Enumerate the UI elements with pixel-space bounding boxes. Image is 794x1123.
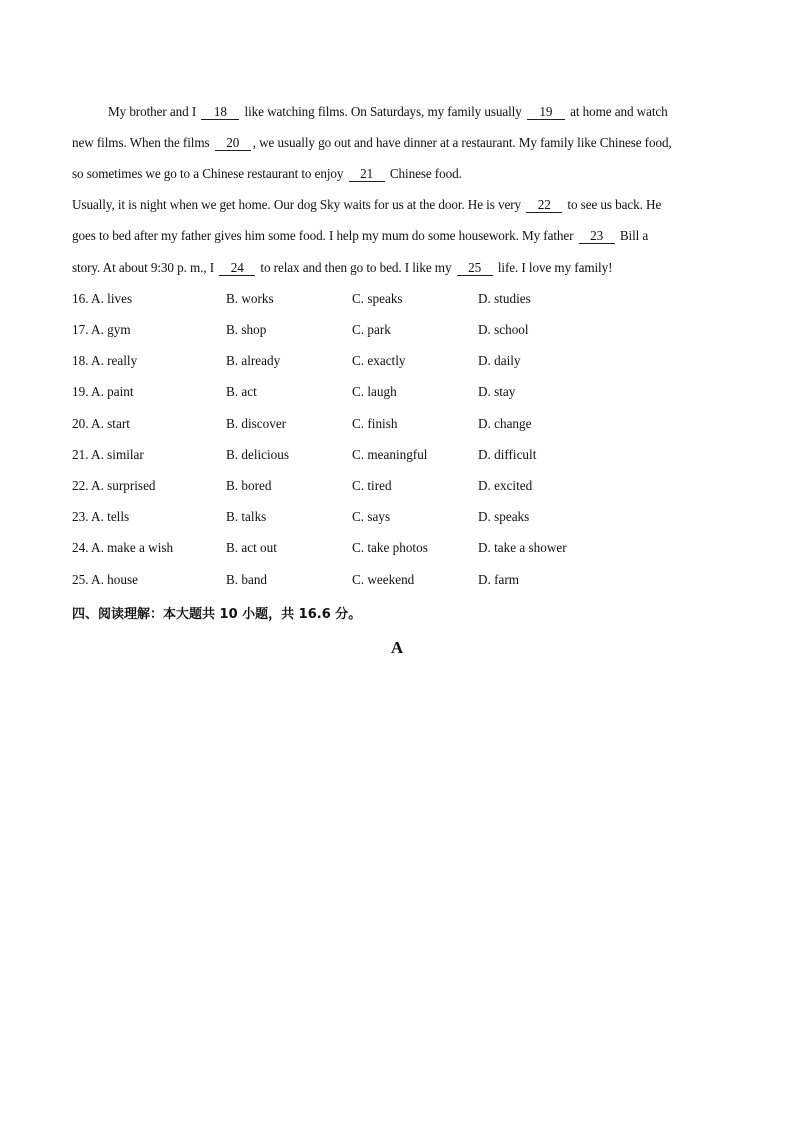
passage-text: Bill a bbox=[616, 228, 649, 243]
passage-text: goes to bed after my father gives him some food. I help my mum do some housework. My father bbox=[72, 228, 577, 243]
section-heading: 四、阅读理解：本大题共 10 小题，共 16.6 分。 bbox=[72, 607, 362, 622]
blank-23: 23 bbox=[579, 229, 615, 244]
option-b: B. discover bbox=[226, 416, 287, 431]
option-d: D. farm bbox=[478, 572, 520, 587]
option-a: 16. A. lives bbox=[72, 291, 133, 306]
passage-line-5 bbox=[72, 228, 648, 244]
passage-line-4 bbox=[72, 197, 661, 213]
passage-line-6 bbox=[72, 260, 612, 276]
option-c: C. laugh bbox=[352, 384, 397, 399]
option-a: 22. A. surprised bbox=[72, 478, 156, 493]
passage-text: Chinese food. bbox=[386, 166, 462, 181]
passage-text: life. I love my family! bbox=[494, 260, 613, 275]
option-d: D. studies bbox=[478, 291, 531, 306]
passage-text: story. At about 9:30 p. m., I bbox=[72, 260, 218, 275]
option-d: D. take a shower bbox=[478, 540, 567, 555]
option-c: C. exactly bbox=[352, 353, 406, 368]
option-b: B. works bbox=[226, 291, 274, 306]
blank-25: 25 bbox=[457, 261, 493, 276]
option-b: B. talks bbox=[226, 509, 267, 524]
option-a: 17. A. gym bbox=[72, 322, 131, 337]
option-d: D. change bbox=[478, 416, 532, 431]
passage-line-1 bbox=[108, 104, 668, 120]
blank-21: 21 bbox=[349, 167, 385, 182]
option-d: D. speaks bbox=[478, 509, 530, 524]
passage-text: so sometimes we go to a Chinese restaurant to enjoy bbox=[72, 166, 347, 181]
blank-24: 24 bbox=[219, 261, 255, 276]
option-a: 23. A. tells bbox=[72, 509, 130, 524]
option-c: C. take photos bbox=[352, 540, 428, 555]
passage-text: like watching films. On Saturdays, my family usually bbox=[241, 104, 525, 119]
option-c: C. says bbox=[352, 509, 391, 524]
option-c: C. park bbox=[352, 322, 391, 337]
option-a: 18. A. really bbox=[72, 353, 138, 368]
option-d: D. school bbox=[478, 322, 529, 337]
option-b: B. shop bbox=[226, 322, 267, 337]
passage-text: at home and watch bbox=[566, 104, 668, 119]
option-b: B. delicious bbox=[226, 447, 290, 462]
option-b: B. band bbox=[226, 572, 268, 587]
option-a: 25. A. house bbox=[72, 572, 138, 587]
option-b: B. already bbox=[226, 353, 281, 368]
option-c: C. weekend bbox=[352, 572, 415, 587]
option-c: C. meaningful bbox=[352, 447, 428, 462]
option-c: C. speaks bbox=[352, 291, 403, 306]
blank-20: 20 bbox=[215, 136, 251, 151]
passage-line-2 bbox=[72, 135, 672, 151]
blank-18: 18 bbox=[201, 105, 239, 120]
option-d: D. stay bbox=[478, 384, 516, 399]
option-b: B. act bbox=[226, 384, 257, 399]
option-a: 21. A. similar bbox=[72, 447, 144, 462]
option-d: D. difficult bbox=[478, 447, 537, 462]
option-c: C. finish bbox=[352, 416, 398, 431]
passage-text: to relax and then go to bed. I like my bbox=[257, 260, 455, 275]
option-a: 24. A. make a wish bbox=[72, 540, 174, 555]
option-c: C. tired bbox=[352, 478, 392, 493]
passage-text: new films. When the films bbox=[72, 135, 213, 150]
option-b: B. bored bbox=[226, 478, 272, 493]
passage-text: , we usually go out and have dinner at a restaurant. My family like Chinese food, bbox=[252, 135, 672, 150]
passage-line-3 bbox=[72, 166, 462, 182]
passage-text: Usually, it is night when we get home. Our dog Sky waits for us at the door. He is very bbox=[72, 197, 525, 212]
option-d: D. excited bbox=[478, 478, 533, 493]
option-a: 20. A. start bbox=[72, 416, 130, 431]
blank-19: 19 bbox=[527, 105, 565, 120]
passage-text: to see us back. He bbox=[564, 197, 662, 212]
option-a: 19. A. paint bbox=[72, 384, 134, 399]
option-d: D. daily bbox=[478, 353, 521, 368]
option-b: B. act out bbox=[226, 540, 277, 555]
passage-label: A bbox=[390, 638, 404, 657]
passage-text: My brother and I bbox=[108, 104, 200, 119]
blank-22: 22 bbox=[526, 198, 562, 213]
